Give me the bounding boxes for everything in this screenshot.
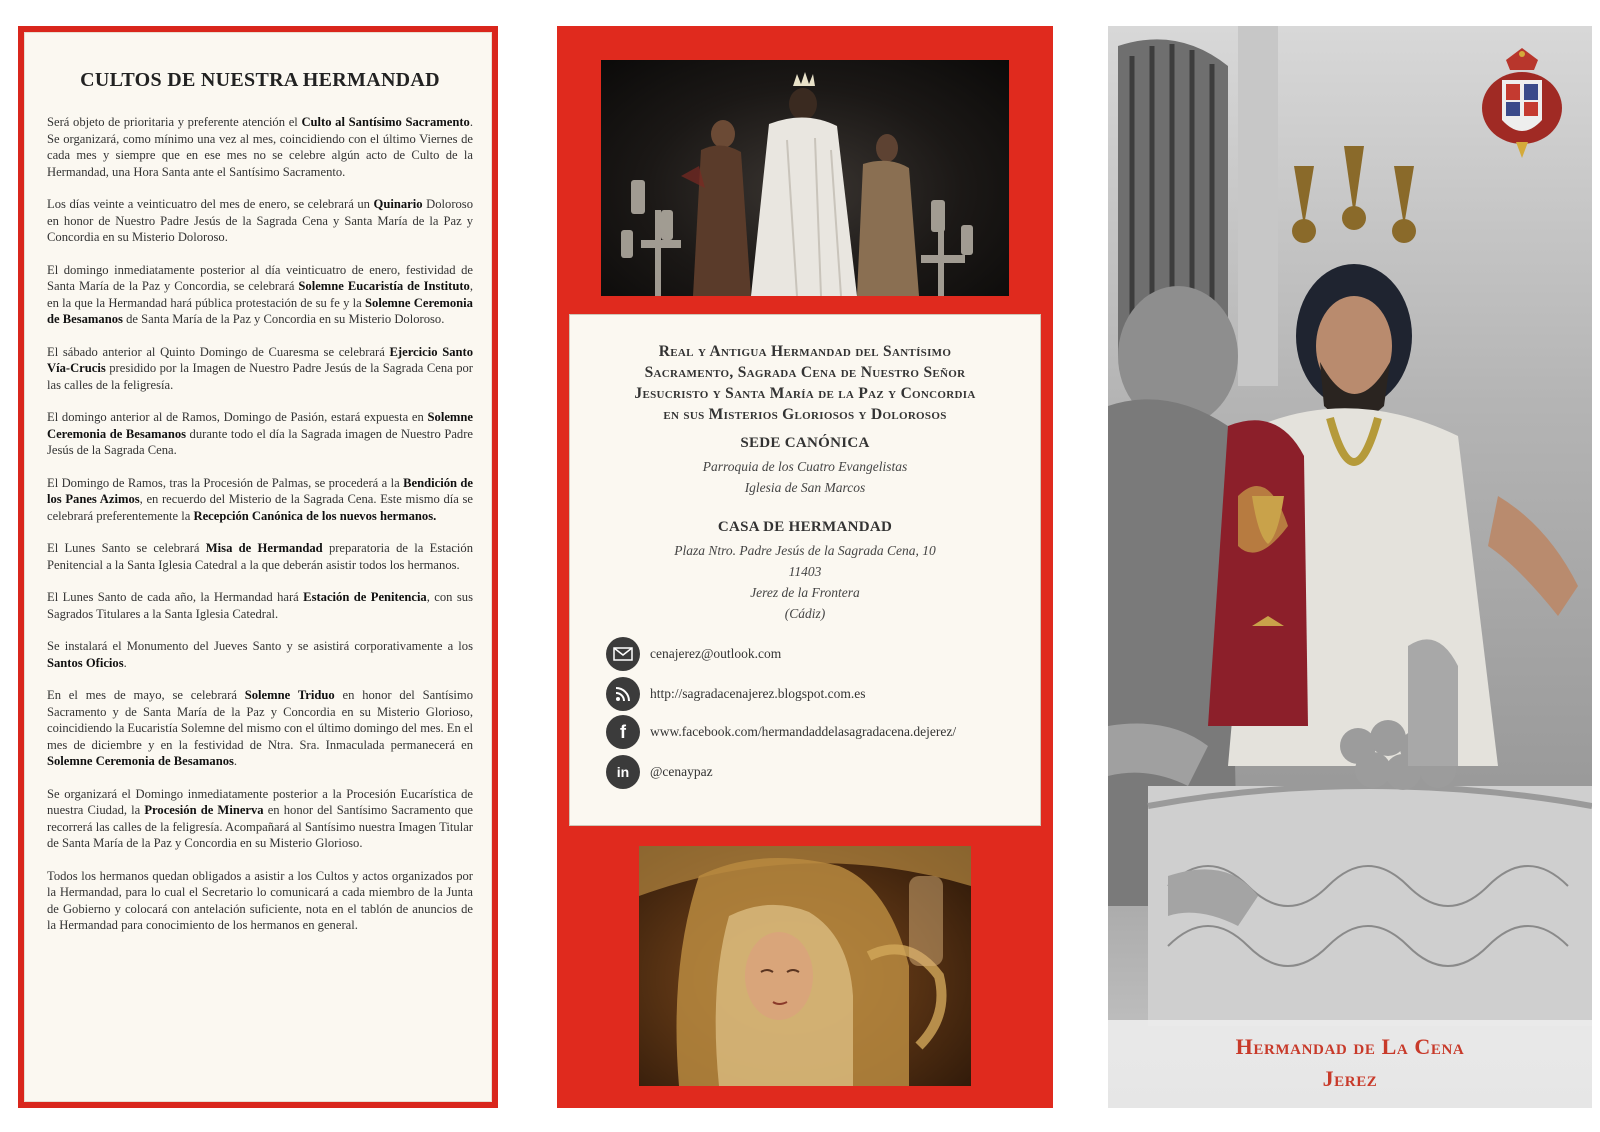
sede-line: Iglesia de San Marcos (744, 480, 866, 495)
cultos-text: , con sus Sagrados Titulares a la Santa Iglesia Catedral. (47, 590, 473, 621)
cultos-text: El Lunes Santo de cada año, la Hermandad hará (47, 590, 304, 604)
cultos-bold-text: Quinario (373, 197, 423, 211)
contact-linkedin-handle[interactable]: @cenaypaz (650, 764, 713, 779)
contact-linkedin-row[interactable] (606, 755, 713, 789)
cultos-text: Todos los hermanos quedan obligados a asistir a los Cultos y actos organizados por la Hermandad, para lo cual el Secretario lo comunicará a cada miembro de la Junta de Gobierno y colocará con antelación suficiente, nota en el tablón de anuncios de la Hermandad para conocimiento de los hermanos en general. (47, 868, 473, 932)
cultos-paragraph (47, 262, 473, 328)
contact-email[interactable]: cenajerez@outlook.com (650, 646, 782, 661)
cultos-text: El domingo anterior al de Ramos, Domingo de Pasión, estará expuesta en (47, 410, 428, 424)
cultos-panel (18, 26, 498, 1108)
cultos-paragraph (47, 868, 473, 934)
cultos-text: , en recuerdo del Misterio de la Sagrada Cena. Este mismo día se celebrará preferentemente la (47, 492, 473, 523)
rss-icon (606, 677, 640, 711)
cultos-bold-text: Misa de Hermandad (205, 541, 323, 555)
cultos-text: , en la que la Hermandad hará pública protestación de su fe y la (47, 279, 473, 310)
cultos-title: CULTOS DE NUESTRA HERMANDAD (80, 69, 440, 91)
cultos-bold-text: Santos Oficios (47, 655, 124, 670)
cultos-paragraph (47, 196, 473, 246)
cover-caption (1108, 1020, 1592, 1108)
cultos-text: Se instalará el Monumento del Jueves Santo y se asistirá corporativamente a los (47, 639, 473, 653)
cultos-text: Los días veinte a veinticuatro del mes de enero, se celebrará un (47, 197, 374, 211)
casa-address-line: Plaza Ntro. Padre Jesús de la Sagrada Cena, 10 (674, 543, 936, 558)
casa-city-line: Jerez de la Frontera (750, 585, 860, 600)
cultos-content (24, 32, 492, 1102)
cultos-text: El sábado anterior al Quinto Domingo de Cuaresma se celebrará (47, 344, 390, 359)
contact-facebook-row[interactable] (606, 715, 956, 749)
cultos-bold-text: Solemne Ceremonia de Besamanos (47, 295, 473, 326)
cover-subtitle: Jerez (1322, 1066, 1378, 1091)
sagrada-cena-photo (601, 60, 1009, 296)
cultos-bold-text: Solemne Ceremonia de Besamanos (47, 410, 473, 441)
cultos-text: preparatoria de la Estación Penitencial a la Santa Iglesia Catedral a la que deberán asistir todos los hermanos. (47, 541, 474, 572)
cultos-paragraph (47, 114, 473, 180)
hermandad-info-box (569, 314, 1041, 826)
cultos-paragraph (47, 786, 473, 852)
contact-blog-link[interactable]: http://sagradacenajerez.blogspot.com.es (650, 686, 866, 701)
cultos-paragraph (47, 475, 473, 525)
cultos-paragraph (47, 540, 473, 573)
cultos-text: El Lunes Santo se celebrará (47, 541, 206, 555)
cover-panel (1108, 26, 1592, 1108)
cultos-bold-text: Solemne Eucaristía de Instituto (298, 279, 470, 293)
sede-line: Parroquia de los Cuatro Evangelistas (702, 459, 908, 474)
cultos-text: En el mes de mayo, se celebrará (47, 688, 245, 702)
cultos-paragraph (47, 409, 473, 459)
hermandad-name-line: Real y Antigua Hermandad del Santísimo (658, 343, 952, 360)
cultos-text: El Domingo de Ramos, tras la Procesión de Palmas, se procederá a la (47, 475, 404, 490)
contact-facebook-link[interactable]: www.facebook.com/hermandaddelasagradacena.dejerez/ (650, 724, 957, 739)
cultos-bold-text: Culto al Santísimo Sacramento (301, 115, 470, 129)
linkedin-icon: in (606, 755, 640, 789)
hermandad-full-name (570, 341, 1040, 425)
cultos-bold-text: Procesión de Minerva (144, 803, 264, 817)
hermandad-crest-icon (1476, 46, 1568, 164)
cultos-bold-text: Solemne Ceremonia de Besamanos (47, 754, 234, 768)
cultos-text: Doloroso en honor de Nuestro Padre Jesús de la Sagrada Cena y Santa María de la Paz y Concordia en su Misterio Doloroso. (47, 197, 474, 244)
virgen-illustration (639, 846, 971, 1086)
cultos-paragraph (47, 638, 473, 671)
cultos-bold-text: Recepción Canónica de los nuevos hermanos. (193, 508, 437, 523)
contact-blog-row[interactable] (606, 677, 866, 711)
sede-canonica-heading: SEDE CANÓNICA (740, 435, 870, 451)
cultos-text: en honor del Santísimo Sacramento que recorrerá las calles de la feligresía. Acompañará al Santísimo nuestra Imagen Titular de Santa María de la Paz y Concordia en su Misterio Glorioso. (47, 803, 473, 850)
casa-hermandad-heading: CASA DE HERMANDAD (717, 519, 893, 535)
cultos-bold-text: Solemne Triduo (244, 688, 335, 702)
cover-title: Hermandad de La Cena (1235, 1034, 1465, 1059)
cultos-text: . (123, 655, 127, 670)
cultos-text: Se organizará el Domingo inmediatamente posterior a la Procesión Eucarística de nuestra Ciudad, la (47, 786, 473, 817)
cultos-bold-text: Estación de Penitencia (303, 590, 427, 604)
hermandad-name-line: en sus Misterios Gloriosos y Dolorosos (663, 406, 947, 423)
cultos-bold-text: Ejercicio Santo Vía-Crucis (47, 344, 473, 375)
cultos-text: presidido por la Imagen de Nuestro Padre Jesús de la Sagrada Cena por las calles de la feligresía. (47, 361, 473, 392)
cultos-paragraph (47, 589, 473, 622)
cultos-text: Será objeto de prioritaria y preferente atención el (47, 115, 302, 129)
cultos-text: . (233, 754, 238, 768)
facebook-icon: f (606, 715, 640, 749)
cultos-text: . Se organizará, como mínimo una vez al mes, coincidiendo con el último Viernes de cada mes y siempre que en ese mes no se celebre algún acto de Culto de la Hermandad, una Hora Santa ante el Santísimo Sacramento. (47, 115, 473, 179)
cultos-text: durante todo el día la Sagrada imagen de Nuestro Padre Jesús de la Sagrada Cena. (47, 426, 473, 457)
cultos-text: de Santa María de la Paz y Concordia en su Misterio Doloroso. (122, 312, 445, 326)
hermandad-name-line: Sacramento, Sagrada Cena de Nuestro Señor (644, 364, 966, 381)
casa-province-line: (Cádiz) (784, 606, 826, 621)
contact-email-row[interactable] (606, 637, 781, 671)
cultos-paragraph-list (47, 114, 473, 934)
sagrada-cena-illustration (601, 60, 1009, 296)
cultos-paragraph (47, 344, 473, 394)
hermandad-name-line: Jesucristo y Santa María de la Paz y Concordia (634, 385, 976, 402)
cultos-bold-text: Bendición de los Panes Azimos (47, 475, 473, 506)
casa-postcode-line: 11403 (788, 564, 822, 579)
virgen-paz-concordia-photo (639, 846, 971, 1086)
mail-icon (606, 637, 640, 671)
sagrada-cena-cover-photo (1108, 26, 1592, 1026)
cultos-text: en honor del Santísimo Sacramento y de Santa María de la Paz y Concordia en su Misterio Glorioso, coincidiendo la Eucaristía Solemne del mismo con el último domingo del mes. En el mes de diciembre y en la festividad de Ntra. Sra. Inmaculada permanecerá en (47, 688, 473, 752)
cultos-paragraph (47, 687, 473, 770)
info-panel (557, 26, 1053, 1108)
cultos-text: El domingo inmediatamente posterior al día veinticuatro de enero, festividad de Santa María de la Paz y Concordia, se celebrará (47, 262, 473, 293)
